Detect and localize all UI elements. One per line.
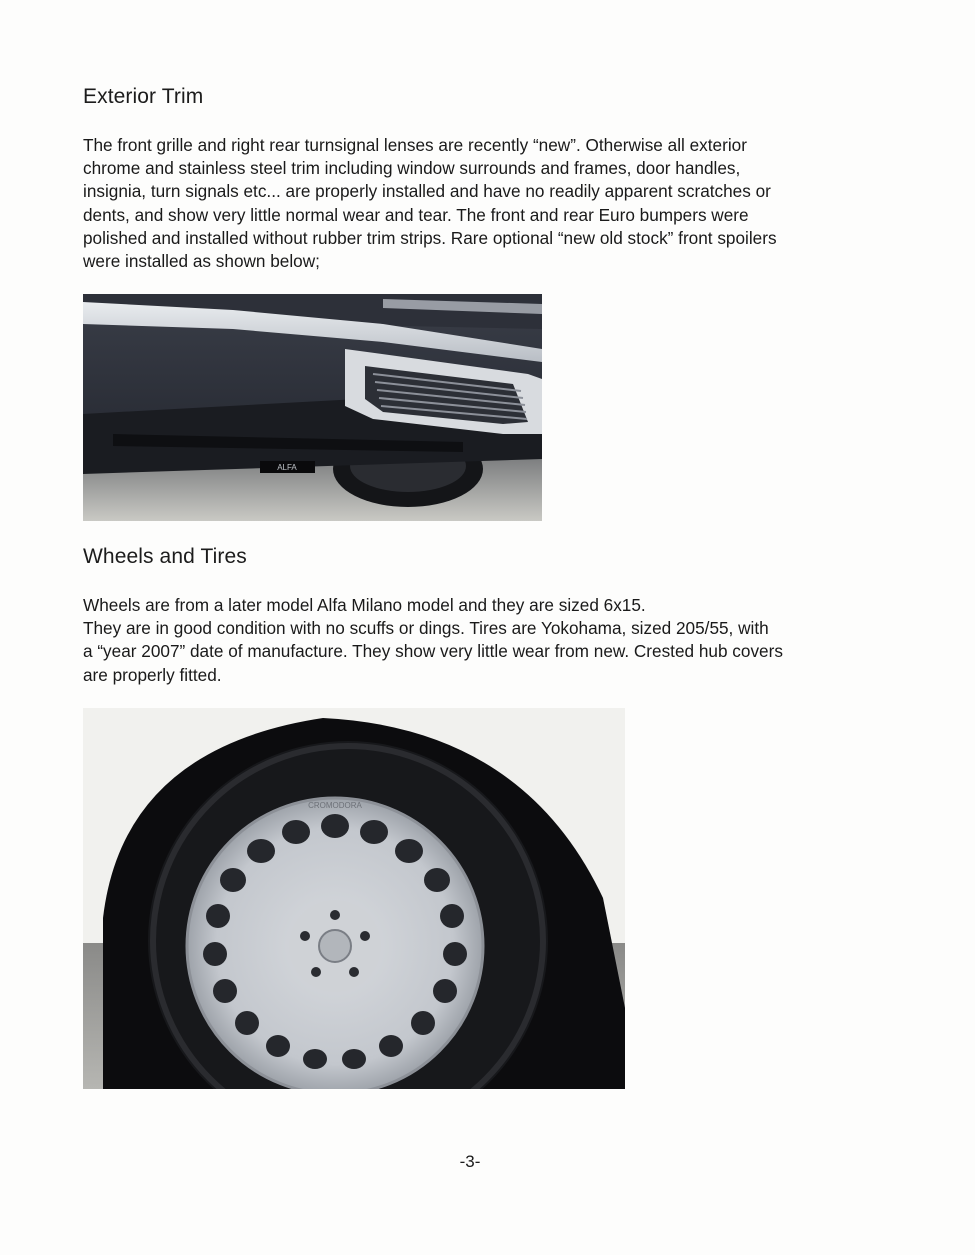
- paragraph-line: dents, and show very little normal wear and tear. The front and rear Euro bumpers were: [83, 204, 749, 225]
- paragraph-line: were installed as shown below;: [83, 251, 320, 272]
- paragraph-line: insignia, turn signals etc... are properly installed and have no readily apparent scratches or: [83, 181, 771, 202]
- section-heading-exterior-trim: Exterior Trim: [83, 85, 204, 108]
- section-heading-wheels-tires: Wheels and Tires: [83, 545, 247, 568]
- page-number: -3-: [459, 1152, 481, 1171]
- rim-text: CROMODORA: [308, 801, 362, 810]
- badge-text: ALFA: [277, 463, 297, 472]
- wheels-tires-paragraph: [83, 594, 898, 687]
- paragraph-line: polished and installed without rubber trim strips. Rare optional “new old stock” front spoilers: [83, 227, 777, 248]
- paragraph-line: a “year 2007” date of manufacture. They show very little wear from new. Crested hub covers: [83, 641, 783, 662]
- wheel-photo: [83, 708, 625, 1089]
- paragraph-line: are properly fitted.: [83, 664, 222, 685]
- paragraph-line: They are in good condition with no scuffs or dings. Tires are Yokohama, sized 205/55, with: [83, 618, 769, 639]
- exterior-trim-paragraph: [83, 134, 898, 273]
- front-spoiler-photo: [83, 294, 542, 521]
- paragraph-line: Wheels are from a later model Alfa Milano model and they are sized 6x15.: [83, 595, 646, 615]
- paragraph-line: The front grille and right rear turnsignal lenses are recently “new”. Otherwise all exterior: [83, 135, 747, 155]
- paragraph-line: chrome and stainless steel trim including window surrounds and frames, door handles,: [83, 158, 741, 179]
